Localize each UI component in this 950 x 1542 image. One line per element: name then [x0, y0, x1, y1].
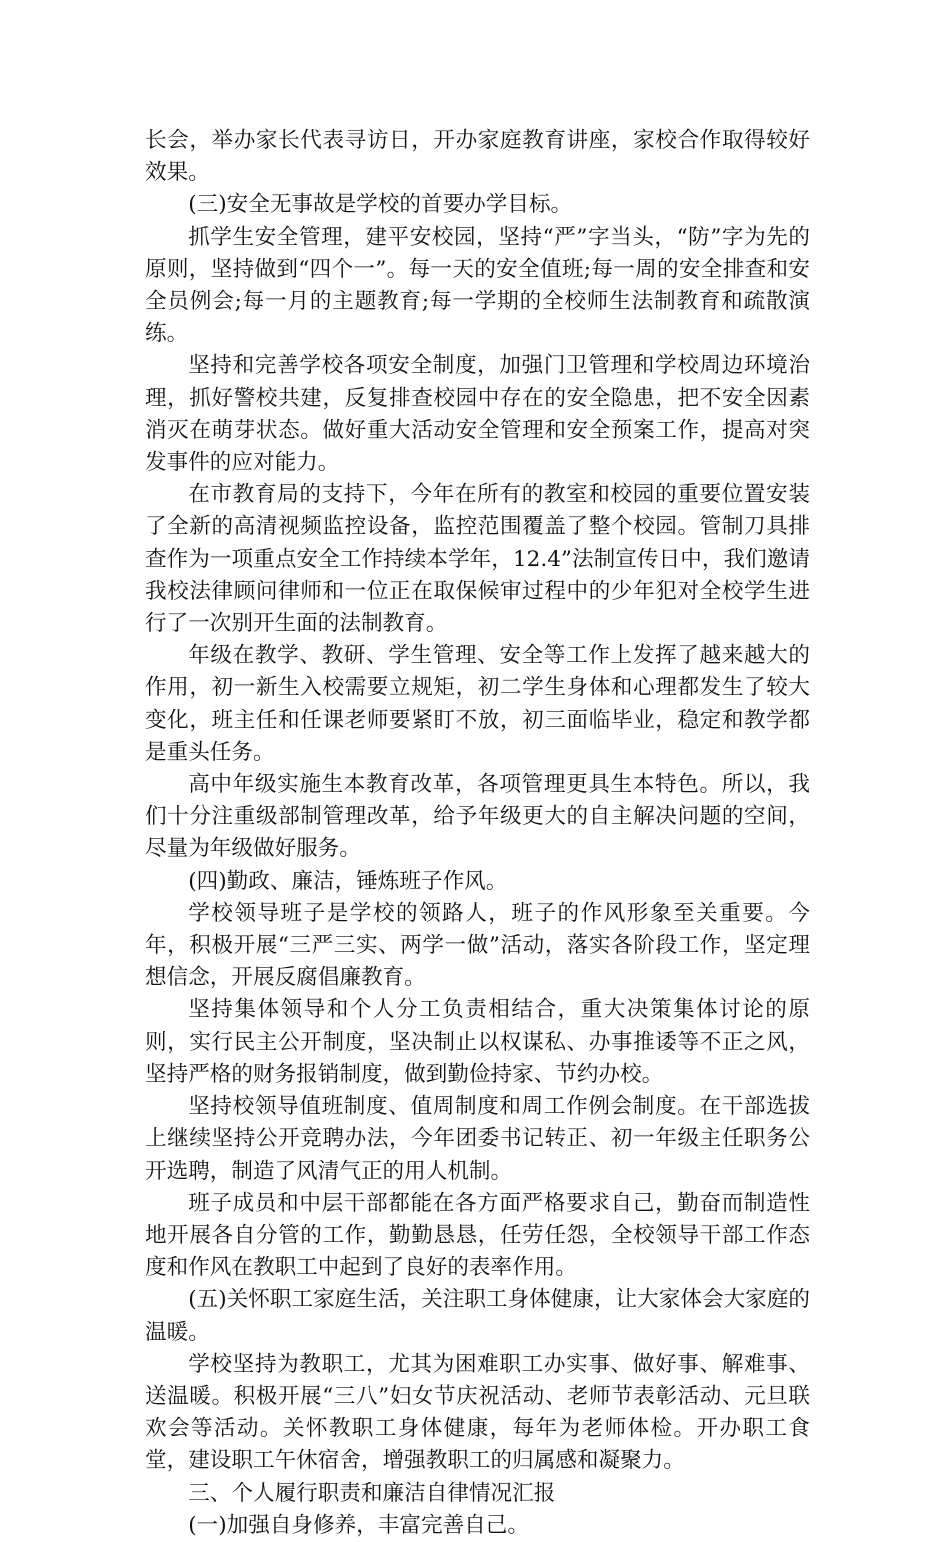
paragraph: 在市教育局的支持下，今年在所有的教室和校园的重要位置安装了全新的高清视频监控设备，监控范围覆盖了整个校园。管制刀具排查作为一项重点安全工作持续本学年，12.4”法制宣传日中，我们邀请我校法律顾问律师和一位正在取保候审过程中的少年犯对全校学生进行了一次别开生面的法制教育。 [145, 482, 810, 637]
section-heading: (四)勤政、廉洁，锤炼班子作风。 [188, 868, 508, 894]
paragraph: 长会，举办家长代表寻访日，开办家庭教育讲座，家校合作取得较好效果。 [145, 128, 810, 186]
chapter-heading: 三、个人履行职责和廉洁自律情况汇报 [188, 1480, 556, 1506]
paragraph: 抓学生安全管理，建平安校园，坚持“严”字当头，“防”字为先的原则，坚持做到“四个一”。每一天的安全值班;每一周的安全排查和安全员例会;每一月的主题教育;每一学期的全校师生法制教育和疏散演练。 [145, 224, 810, 347]
paragraph: 坚持校领导值班制度、值周制度和周工作例会制度。在干部选拔上继续坚持公开竞聘办法，今年团委书记转正、初一年级主任职务公开选聘，制造了风清气正的用人机制。 [145, 1094, 810, 1184]
paragraph: 学校坚持为教职工，尤其为困难职工办实事、做好事、解难事、送温暖。积极开展“三八”妇女节庆祝活动、老师节表彰活动、元旦联欢会等活动。关怀教职工身体健康，每年为老师体检。开办职工食堂，建设职工午休宿舍，增强教职工的归属感和凝聚力。 [145, 1351, 810, 1474]
paragraph: 高中年级实施生本教育改革，各项管理更具生本特色。所以，我们十分注重级部制管理改革，给予年级更大的自主解决问题的空间，尽量为年级做好服务。 [145, 772, 810, 862]
paragraph: 学校领导班子是学校的领路人，班子的作风形象至关重要。今年，积极开展“三严三实、两学一做”活动，落实各阶段工作，坚定理想信念，开展反腐倡廉教育。 [145, 900, 810, 991]
section-heading: (五)关怀职工家庭生活，关注职工身体健康，让大家体会大家庭的温暖。 [145, 1287, 810, 1345]
paragraph: 班子成员和中层干部都能在各方面严格要求自己，勤奋而制造性地开展各自分管的工作，勤勤恳恳，任劳任怨，全校领导干部工作态度和作风在教职工中起到了良好的表率作用。 [145, 1190, 810, 1281]
section-heading: (三)安全无事故是学校的首要办学目标。 [188, 192, 573, 218]
document-body [145, 125, 810, 1542]
section-heading: (一)加强自身修养，丰富完善自己。 [188, 1512, 529, 1538]
paragraph: 年级在教学、教研、学生管理、安全等工作上发挥了越来越大的作用，初一新生入校需要立规矩，初二学生身体和心理都发生了较大变化，班主任和任课老师要紧盯不放，初三面临毕业，稳定和教学都是重头任务。 [145, 643, 810, 765]
paragraph: 坚持和完善学校各项安全制度，加强门卫管理和学校周边环境治理，抓好警校共建，反复排查校园中存在的安全隐患，把不安全因素消灭在萌芽状态。做好重大活动安全管理和安全预案工作，提高对突发事件的应对能力。 [145, 353, 810, 476]
paragraph: 坚持集体领导和个人分工负责相结合，重大决策集体讨论的原则，实行民主公开制度，坚决制止以权谋私、办事推诿等不正之风，坚持严格的财务报销制度，做到勤俭持家、节约办校。 [145, 997, 810, 1087]
